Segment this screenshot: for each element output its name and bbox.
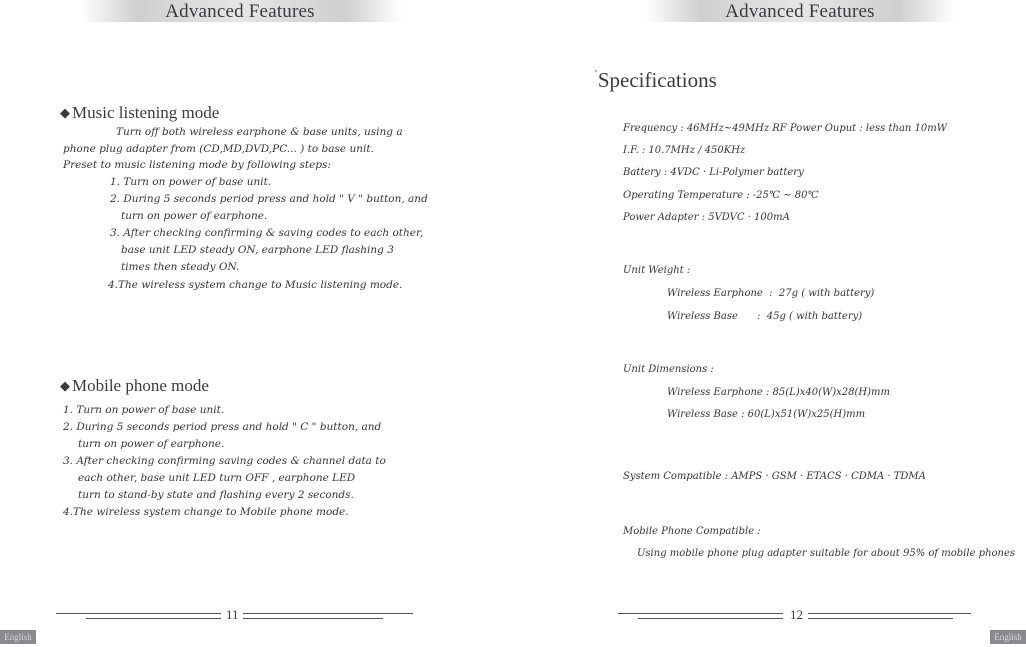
footer-rule [618,613,783,614]
mobile-step: each other, base unit LED turn OFF , earphone LED [78,472,356,484]
right-page [513,0,1026,647]
system-compatible: System Compatible : AMPS · GSM · ETACS · CDMA · TDMA [623,471,926,482]
footer-rule [56,613,221,614]
music-step: base unit LED steady ON, earphone LED flashing 3 [121,244,394,256]
specifications-title: Specifications [597,68,717,92]
music-text-line: phone plug adapter from (CD,MD,DVD,PC... ) to base unit. [63,143,374,155]
tick-mark-icon: ' [595,69,597,80]
footer-rule [638,618,783,619]
music-step: 1. Turn on power of base unit. [110,176,272,188]
unit-dimensions-label: Unit Dimensions : [623,364,714,375]
music-mode-heading [60,103,219,123]
music-step: 3. After checking confirming & saving codes to each other, [110,227,424,239]
footer-rule [86,618,221,619]
language-tab: English [0,630,36,644]
footer-rule [808,618,953,619]
dimensions-base: Wireless Base : 60(L)x51(W)x25(H)mm [667,409,866,420]
specifications-heading [595,68,717,93]
mobile-mode-title: Mobile phone mode [72,376,209,395]
mobile-step: 4.The wireless system change to Mobile phone mode. [63,506,349,518]
music-mode-title: Music listening mode [72,103,220,122]
spec-line: Battery : 4VDC · Li-Polymer battery [623,167,804,178]
footer-rule [243,618,383,619]
music-step: 2. During 5 seconds period press and hold " V " button, and [110,193,428,205]
music-step: 4.The wireless system change to Music listening mode. [108,279,403,291]
diamond-bullet-icon: ◆ [60,105,70,120]
spec-line: Power Adapter : 5VDVC · 100mA [623,212,790,223]
music-step: times then steady ON. [121,261,240,273]
weight-base: Wireless Base : 45g ( with battery) [667,311,863,322]
page-header: Advanced Features [725,1,875,22]
page-header: Advanced Features [165,1,315,22]
spec-line: Operating Temperature : -25℃ ~ 80℃ [623,190,819,201]
diamond-bullet-icon: ◆ [60,378,70,393]
page-number: 12 [790,607,803,622]
unit-weight-label: Unit Weight : [623,265,691,276]
music-step: turn on power of earphone. [121,210,268,222]
mobile-step: 3. After checking confirming saving codes & channel data to [63,455,386,467]
spec-line: Frequency : 46MHz~49MHz RF Power Ouput : less than 10mW [623,123,948,134]
mobile-step: 2. During 5 seconds period press and hold " C " button, and [63,421,382,433]
mobile-step: turn to stand-by state and flashing every 2 seconds. [78,489,354,501]
spec-line: I.F. : 10.7MHz / 450KHz [623,145,746,156]
mobile-step: turn on power of earphone. [78,438,225,450]
music-text-line: Turn off both wireless earphone & base units, using a [116,126,403,138]
mobile-step: 1. Turn on power of base unit. [63,404,225,416]
footer-rule [243,613,413,614]
page-number: 11 [226,607,239,622]
language-tab: English [990,630,1026,644]
mobile-compatible-label: Mobile Phone Compatible : [623,526,761,537]
mobile-compatible-text: Using mobile phone plug adapter suitable for about 95% of mobile phones [637,548,1016,559]
weight-earphone: Wireless Earphone : 27g ( with battery) [667,288,875,299]
dimensions-earphone: Wireless Earphone : 85(L)x40(W)x28(H)mm [667,387,891,398]
mobile-mode-heading [60,376,209,396]
footer-rule [808,613,971,614]
music-text-line: Preset to music listening mode by following steps: [63,159,331,171]
